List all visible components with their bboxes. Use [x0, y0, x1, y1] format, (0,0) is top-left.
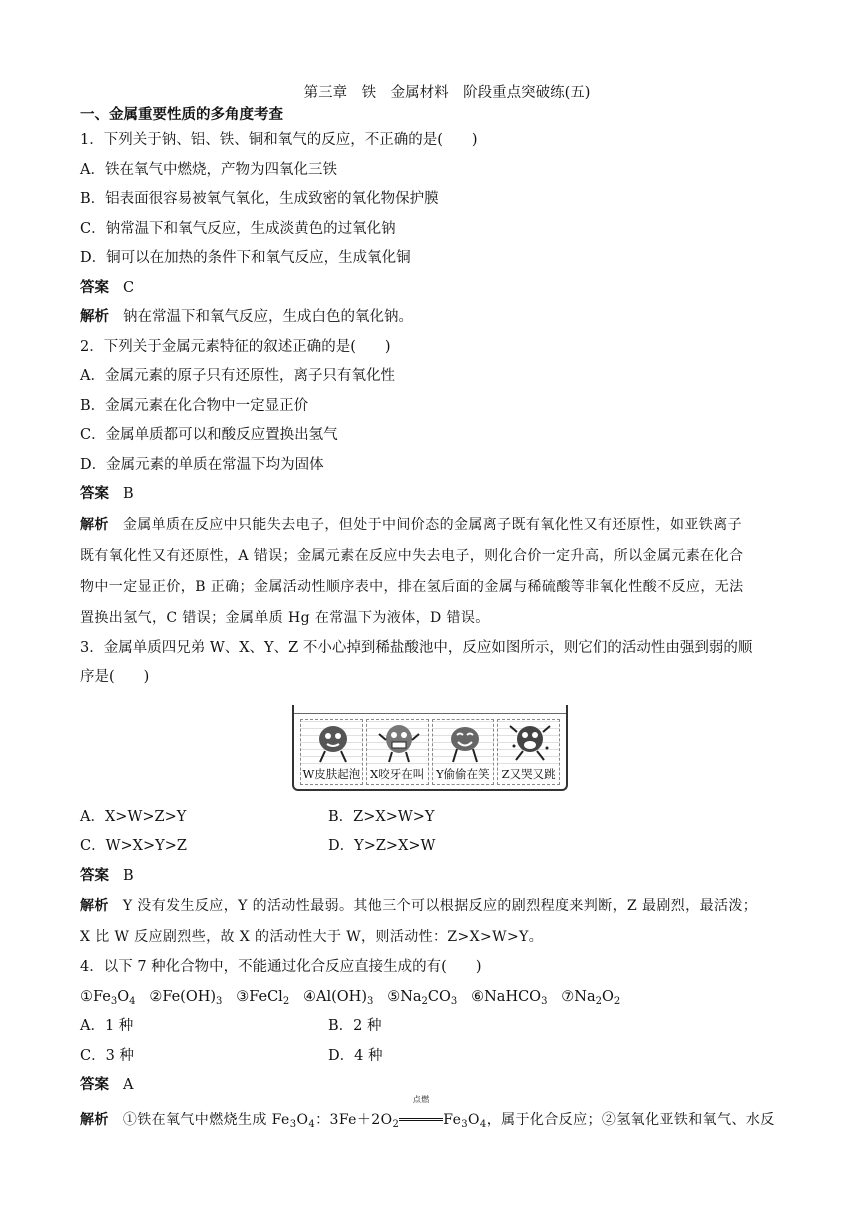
q2-option-d: D．金属元素的单质在常温下均为固体 [80, 456, 324, 473]
metal-z-cartoon-icon [508, 722, 552, 764]
metal-w-cartoon-icon [311, 722, 355, 764]
q1-analysis [80, 303, 780, 333]
acid-pool-beaker [292, 705, 568, 791]
caption-z: Z又哭又跳 [498, 767, 559, 782]
q2-option-b: B．金属元素在化合物中一定显正价 [80, 397, 309, 414]
metal-x-panel [366, 719, 429, 785]
q3-options-row-1 [80, 803, 780, 833]
metal-w-panel [300, 719, 363, 785]
q3-answer-value: B [123, 867, 134, 884]
q1-analysis-text: 钠在常温下和氧气反应，生成白色的氧化钠。 [123, 309, 413, 325]
q2-answer-value: B [123, 486, 134, 502]
acid-surface [294, 713, 566, 714]
q4-option-d: D．4 种 [328, 1047, 383, 1064]
q1-stem: 1．下列关于钠、铝、铁、铜和氧气的反应，不正确的是( ) [80, 132, 478, 148]
q2-stem: 2．下列关于金属元素特征的叙述正确的是( ) [80, 338, 391, 355]
q4-options-row-1 [80, 1012, 780, 1042]
q2-analysis-line-3: 物中一定显正价，B 正确；金属活动性顺序表中，排在氢后面的金属与稀硫酸等非氧化性酸不反应，无法 [80, 578, 744, 595]
page-title: 第三章 铁 金属材料 阶段重点突破练(五) [303, 85, 591, 101]
q4-analysis-end: ，属于化合反应；②氢氧化亚铁和氧气、水反 [486, 1111, 775, 1128]
metal-y-panel [432, 719, 495, 785]
analysis-label: 解析 [80, 898, 109, 914]
compound-6: ⑥NaHCO$_3$ [471, 988, 548, 1007]
answer-label: 答案 [80, 1077, 109, 1093]
q1-option-c: C．钠常温下和氧气反应，生成淡黄色的过氧化钠 [80, 220, 396, 237]
q1-answer [80, 274, 780, 304]
q4-option-c: C．3 种 [80, 1047, 134, 1064]
q4-analysis-mid: ：3Fe＋2O [315, 1111, 393, 1128]
q2-option-c: C．金属单质都可以和酸反应置换出氢气 [80, 427, 338, 443]
q2-analysis-line-2: 既有氧化性又有还原性，A 错误；金属元素在反应中失去电子，则化合价一定升高，所以金属元素在化合 [80, 547, 744, 564]
answer-label: 答案 [80, 867, 109, 884]
compound-5: $⑤Na_2CO_3$ [387, 988, 458, 1007]
answer-label: 答案 [80, 486, 109, 502]
section-heading: 一、金属重要性质的多角度考查 [80, 107, 283, 123]
analysis-label: 解析 [80, 309, 109, 325]
q3-stem-line-2: 序是( ) [80, 669, 150, 685]
caption-x: X咬牙在叫 [367, 767, 428, 782]
q3-option-c: C．W>X>Y>Z [80, 838, 187, 854]
q3-analysis-text-1: Y 没有发生反应，Y 的活动性最弱。其他三个可以根据反应的剧烈程度来判断，Z 最剧烈，最活泼； [122, 898, 758, 914]
answer-label: 答案 [80, 279, 109, 296]
reaction-condition-arrow [399, 1094, 443, 1136]
compound-4: $④Al(OH)_3$ [303, 988, 374, 1007]
q3-analysis-line-1 [80, 891, 780, 922]
q3-option-b: B．Z>X>W>Y [328, 808, 435, 825]
q1-answer-value: C [123, 279, 135, 296]
compound-7: $⑦Na_2O_2$ [561, 988, 621, 1007]
metal-y-cartoon-icon [443, 722, 487, 764]
q3-option-a: A．X>W>Z>Y [80, 808, 187, 825]
metal-z-panel [497, 719, 560, 785]
q2-analysis-text-1: 金属单质在反应中只能失去电子，但处于中间价态的金属离子既有氧化性又有还原性，如亚铁离子 [122, 516, 743, 533]
q4-options-row-2 [80, 1042, 780, 1072]
q4-answer-value: A [123, 1077, 134, 1093]
q2-analysis-line-4: 置换出氢气，C 错误；金属单质 Hg 在常温下为液体，D 错误。 [80, 609, 490, 626]
q1-option-b: B．铝表面很容易被氧气氧化，生成致密的氧化物保护膜 [80, 191, 439, 207]
analysis-label: 解析 [80, 1111, 109, 1128]
q4-analysis-start: ①铁在氧气中燃烧生成 Fe [122, 1111, 290, 1128]
q1-option-a: A．铁在氧气中燃烧，产物为四氧化三铁 [80, 161, 337, 178]
q2-analysis-line-1 [80, 510, 780, 541]
q4-stem: 4．以下 7 种化合物中，不能通过化合反应直接生成的有( ) [80, 959, 482, 975]
caption-y: Y偷偷在笑 [433, 767, 494, 782]
reaction-condition: 点燃 [412, 1094, 430, 1104]
caption-w: W皮肤起泡 [302, 766, 361, 781]
q1-option-d: D．铜可以在加热的条件下和氧气反应，生成氧化铜 [80, 250, 411, 266]
document-page [80, 82, 780, 1136]
q3-answer [80, 862, 780, 892]
compound-3: ③FeCl$_2$ [236, 988, 290, 1007]
analysis-label: 解析 [80, 516, 109, 533]
q4-analysis-line-1: 解析 ①铁在氧气中燃烧生成 $Fe_3O_4$：$3Fe+2O_2$ 点燃 $Fe_3O_4$，属于化合反应；②氢氧化亚铁和氧气、水反 [80, 1105, 780, 1136]
q4-option-a: A．1 种 [80, 1018, 134, 1034]
compound-2: $②Fe(OH)_3$ [149, 988, 223, 1007]
q4-compounds [80, 983, 780, 1013]
q3-options-row-2 [80, 832, 780, 862]
q2-answer [80, 480, 780, 510]
compound-1: $①Fe_3O_4$ [80, 988, 136, 1007]
q2-option-a: A．金属元素的原子只有还原性，离子只有氧化性 [80, 368, 395, 384]
q3-option-d: D．Y>Z>X>W [328, 838, 436, 854]
metal-x-cartoon-icon [377, 722, 421, 764]
q3-figure [80, 693, 780, 803]
q3-analysis-line-2: X 比 W 反应剧烈些，故 X 的活动性大于 W，则活动性：Z>X>W>Y。 [80, 929, 544, 945]
q3-stem-line-1: 3．金属单质四兄弟 W、X、Y、Z 不小心掉到稀盐酸池中，反应如图所示，则它们的活动性由强到弱的顺 [80, 639, 753, 656]
q4-option-b: B．2 种 [328, 1018, 382, 1034]
